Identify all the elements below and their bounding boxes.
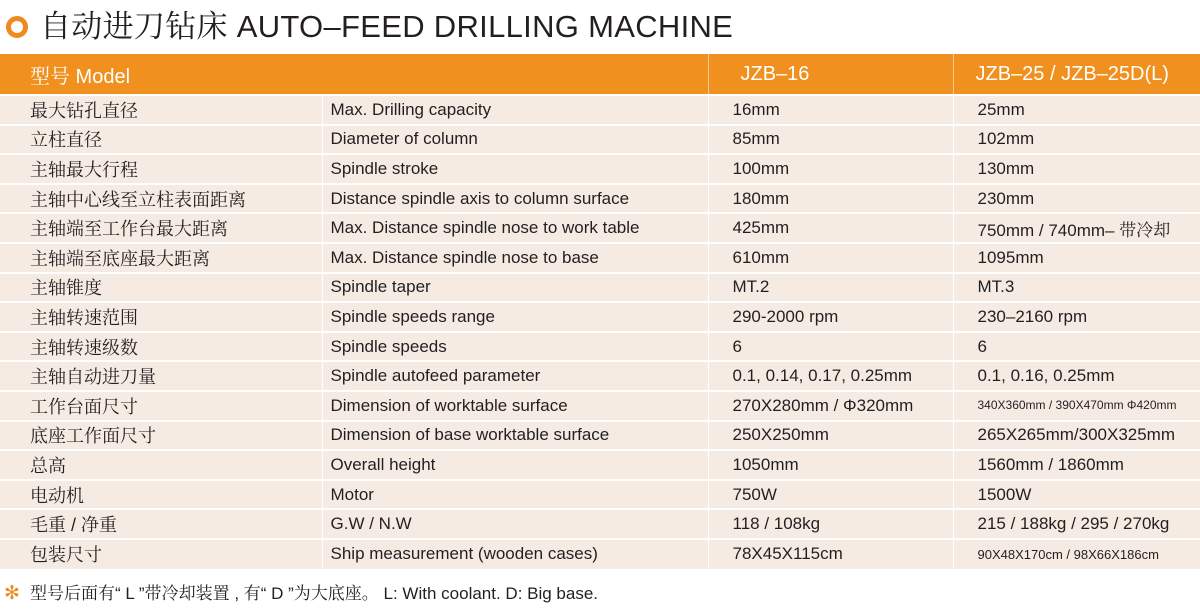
table-row bbox=[0, 361, 1200, 391]
table-row bbox=[0, 95, 1200, 125]
spec-value-jzb16: 180mm bbox=[708, 184, 953, 214]
spec-value-jzb16: 250X250mm bbox=[708, 421, 953, 451]
spec-label-cn: 主轴转速级数 bbox=[0, 332, 322, 362]
asterisk-star-icon: ✻ bbox=[4, 583, 20, 604]
spec-value-jzb16: 0.1, 0.14, 0.17, 0.25mm bbox=[708, 361, 953, 391]
table-row bbox=[0, 421, 1200, 451]
spec-value-jzb16: 85mm bbox=[708, 125, 953, 155]
spec-label-cn: 总高 bbox=[0, 450, 322, 480]
spec-value-jzb25: 1095mm bbox=[953, 243, 1200, 273]
spec-label-en: Max. Distance spindle nose to work table bbox=[322, 213, 708, 243]
spec-value-jzb16: 100mm bbox=[708, 154, 953, 184]
spec-label-en: Diameter of column bbox=[322, 125, 708, 155]
table-row bbox=[0, 539, 1200, 569]
spec-value-jzb25: 230–2160 rpm bbox=[953, 302, 1200, 332]
spec-label-en: Spindle taper bbox=[322, 273, 708, 303]
spec-label-cn: 主轴转速范围 bbox=[0, 302, 322, 332]
spec-label-cn: 主轴自动进刀量 bbox=[0, 361, 322, 391]
spec-value-jzb16: 78X45X115cm bbox=[708, 539, 953, 569]
spec-value-jzb25: MT.3 bbox=[953, 273, 1200, 303]
spec-value-jzb25: 230mm bbox=[953, 184, 1200, 214]
spec-label-en: Spindle speeds bbox=[322, 332, 708, 362]
spec-label-en: Spindle autofeed parameter bbox=[322, 361, 708, 391]
table-row bbox=[0, 509, 1200, 539]
spec-value-jzb25: 90X48X170cm / 98X66X186cm bbox=[953, 539, 1200, 569]
spec-value-jzb25: 1500W bbox=[953, 480, 1200, 510]
spec-label-en: Spindle speeds range bbox=[322, 302, 708, 332]
table-row bbox=[0, 213, 1200, 243]
table-row bbox=[0, 243, 1200, 273]
spec-value-jzb25: 340X360mm / 390X470mm Φ420mm bbox=[953, 391, 1200, 421]
spec-label-cn: 主轴锥度 bbox=[0, 273, 322, 303]
spec-label-cn: 底座工作面尺寸 bbox=[0, 421, 322, 451]
spec-label-cn: 最大钻孔直径 bbox=[0, 95, 322, 125]
spec-value-jzb16: 610mm bbox=[708, 243, 953, 273]
table-row bbox=[0, 273, 1200, 303]
spec-label-en: Ship measurement (wooden cases) bbox=[322, 539, 708, 569]
spec-label-en: Overall height bbox=[322, 450, 708, 480]
spec-value-jzb25: 1560mm / 1860mm bbox=[953, 450, 1200, 480]
table-row bbox=[0, 125, 1200, 155]
spec-value-jzb25: 265X265mm/300X325mm bbox=[953, 421, 1200, 451]
spec-value-jzb16: 270X280mm / Φ320mm bbox=[708, 391, 953, 421]
spec-label-cn: 毛重 / 净重 bbox=[0, 509, 322, 539]
spec-label-cn: 主轴端至底座最大距离 bbox=[0, 243, 322, 273]
spec-value-jzb25: 102mm bbox=[953, 125, 1200, 155]
spec-label-cn: 包装尺寸 bbox=[0, 539, 322, 569]
table-row bbox=[0, 332, 1200, 362]
spec-label-cn: 主轴端至工作台最大距离 bbox=[0, 213, 322, 243]
spec-value-jzb16: 290-2000 rpm bbox=[708, 302, 953, 332]
header-model-jzb16: JZB–16 bbox=[708, 54, 953, 95]
spec-table bbox=[0, 54, 1200, 569]
spec-value-jzb16: 16mm bbox=[708, 95, 953, 125]
table-row bbox=[0, 450, 1200, 480]
spec-label-cn: 主轴中心线至立柱表面距离 bbox=[0, 184, 322, 214]
page-title-bar bbox=[0, 0, 1200, 52]
spec-label-en: Motor bbox=[322, 480, 708, 510]
header-model-label: 型号 Model bbox=[0, 54, 708, 95]
table-row bbox=[0, 302, 1200, 332]
table-row bbox=[0, 184, 1200, 214]
spec-label-en: Max. Distance spindle nose to base bbox=[322, 243, 708, 273]
spec-value-jzb25: 750mm / 740mm– 带冷却 bbox=[953, 213, 1200, 243]
spec-value-jzb16: 1050mm bbox=[708, 450, 953, 480]
spec-value-jzb16: 6 bbox=[708, 332, 953, 362]
spec-value-jzb16: 118 / 108kg bbox=[708, 509, 953, 539]
spec-value-jzb25: 6 bbox=[953, 332, 1200, 362]
table-row bbox=[0, 154, 1200, 184]
spec-label-cn: 主轴最大行程 bbox=[0, 154, 322, 184]
spec-label-en: Spindle stroke bbox=[322, 154, 708, 184]
table-header-row bbox=[0, 54, 1200, 95]
footnote-text: 型号后面有“ L ”带冷却装置 , 有“ D ”为大底座。 L: With coolant. D: Big base. bbox=[30, 584, 599, 603]
spec-value-jzb25: 215 / 188kg / 295 / 270kg bbox=[953, 509, 1200, 539]
spec-value-jzb16: 425mm bbox=[708, 213, 953, 243]
spec-value-jzb25: 0.1, 0.16, 0.25mm bbox=[953, 361, 1200, 391]
spec-label-en: Dimension of worktable surface bbox=[322, 391, 708, 421]
spec-label-cn: 立柱直径 bbox=[0, 125, 322, 155]
spec-label-en: Max. Drilling capacity bbox=[322, 95, 708, 125]
page-title: 自动进刀钻床 AUTO–FEED DRILLING MACHINE bbox=[40, 9, 734, 44]
footnote bbox=[0, 578, 1200, 608]
spec-value-jzb25: 25mm bbox=[953, 95, 1200, 125]
spec-label-cn: 电动机 bbox=[0, 480, 322, 510]
spec-value-jzb25: 130mm bbox=[953, 154, 1200, 184]
table-row bbox=[0, 480, 1200, 510]
header-model-jzb25: JZB–25 / JZB–25D(L) bbox=[953, 54, 1200, 95]
ring-bullet-icon bbox=[6, 16, 28, 38]
spec-label-en: Dimension of base worktable surface bbox=[322, 421, 708, 451]
spec-label-en: Distance spindle axis to column surface bbox=[322, 184, 708, 214]
spec-label-cn: 工作台面尺寸 bbox=[0, 391, 322, 421]
spec-label-en: G.W / N.W bbox=[322, 509, 708, 539]
spec-value-jzb16: MT.2 bbox=[708, 273, 953, 303]
spec-value-jzb16: 750W bbox=[708, 480, 953, 510]
table-row bbox=[0, 391, 1200, 421]
